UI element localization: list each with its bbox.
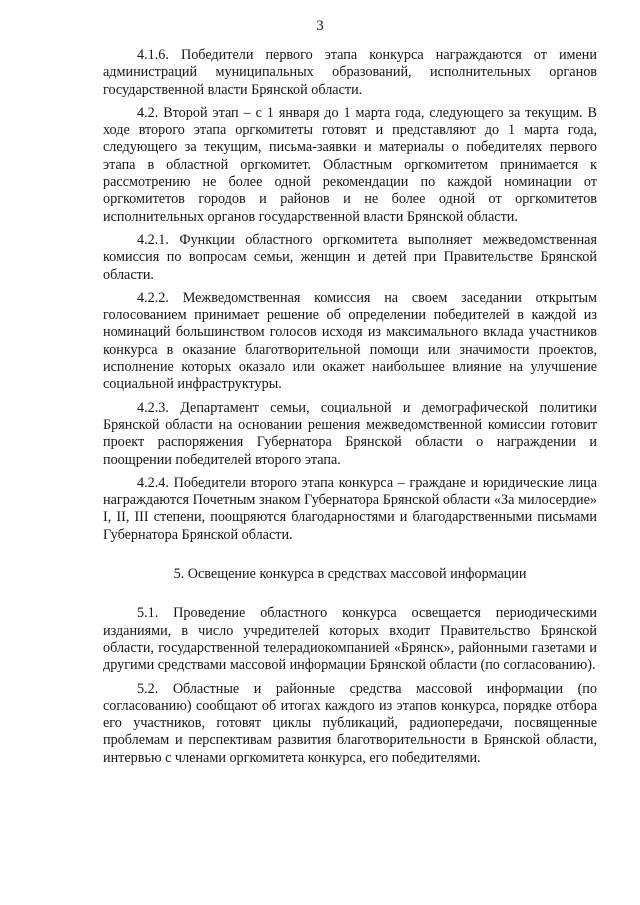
section-5-heading: 5. Освещение конкурса в средствах массовой информации (173, 566, 527, 583)
paragraph-4-2-1: 4.2.1. Функции областного оргкомитета выполняет межведомственная комиссия по вопросам семьи, женщин и детей при Правительстве Брянской области. (103, 231, 597, 283)
paragraph-5-1: 5.1. Проведение областного конкурса освещается периодическими изданиями, в число учредителей которых входит Правительство Брянской области, государственной телерадиокомпанией «Брянск», районными газетами и другими средствами массовой информации Брянской области (по согласованию). (103, 605, 597, 674)
document-body (103, 47, 597, 767)
paragraph-4-2-3: 4.2.3. Департамент семьи, социальной и демографической политики Брянской области на основании решения межведомственной комиссии готовит проект распоряжения Губернатора Брянской области о награждении и поощрении победителей второго этапа. (103, 399, 597, 468)
paragraph-4-2: 4.2. Второй этап – с 1 января до 1 марта года, следующего за текущим. В ходе второго этапа оргкомитеты готовят и представляют до 1 марта года, следующего за текущим, письма-заявки и материалы о победителях первого этапа в областной оргкомитет. Областным оргкомитетом принимается к рассмотрению не более одной рекомендации по каждой номинации от оргкомитетов городов и районов и не более одной от оргкомитетов исполнительных органов государственной власти Брянской области. (103, 104, 597, 225)
paragraph-5-2: 5.2. Областные и районные средства массовой информации (по согласованию) сообщают об итогах каждого из этапов конкурса, порядке отбора его участников, готовят циклы публикаций, радиопередачи, посвященные проблемам и перспективам развития благотворительности в Брянской области, интервью с членами оргкомитета конкурса, его победителями. (103, 680, 597, 766)
paragraph-4-2-4: 4.2.4. Победители второго этапа конкурса – граждане и юридические лица награждаются Почетным знаком Губернатора Брянской области «За милосердие» I, II, III степени, поощряются благодарностями и благодарственными письмами Губернатора Брянской области. (103, 474, 597, 543)
paragraph-4-1-6: 4.1.6. Победители первого этапа конкурса награждаются от имени администраций муниципальных образований, исполнительных органов государственной власти Брянской области. (103, 47, 597, 98)
page-number: 3 (316, 18, 324, 34)
paragraph-4-2-2: 4.2.2. Межведомственная комиссия на своем заседании открытым голосованием принимает решение об определении победителей в каждой из номинаций большинством голосов исходя из максимального вклада участников конкурса в оказание благотворительной помощи или значимости проектов, исполнение которых оказало или окажет наибольшее влияние на улучшение социальной инфраструктуры. (103, 289, 597, 393)
